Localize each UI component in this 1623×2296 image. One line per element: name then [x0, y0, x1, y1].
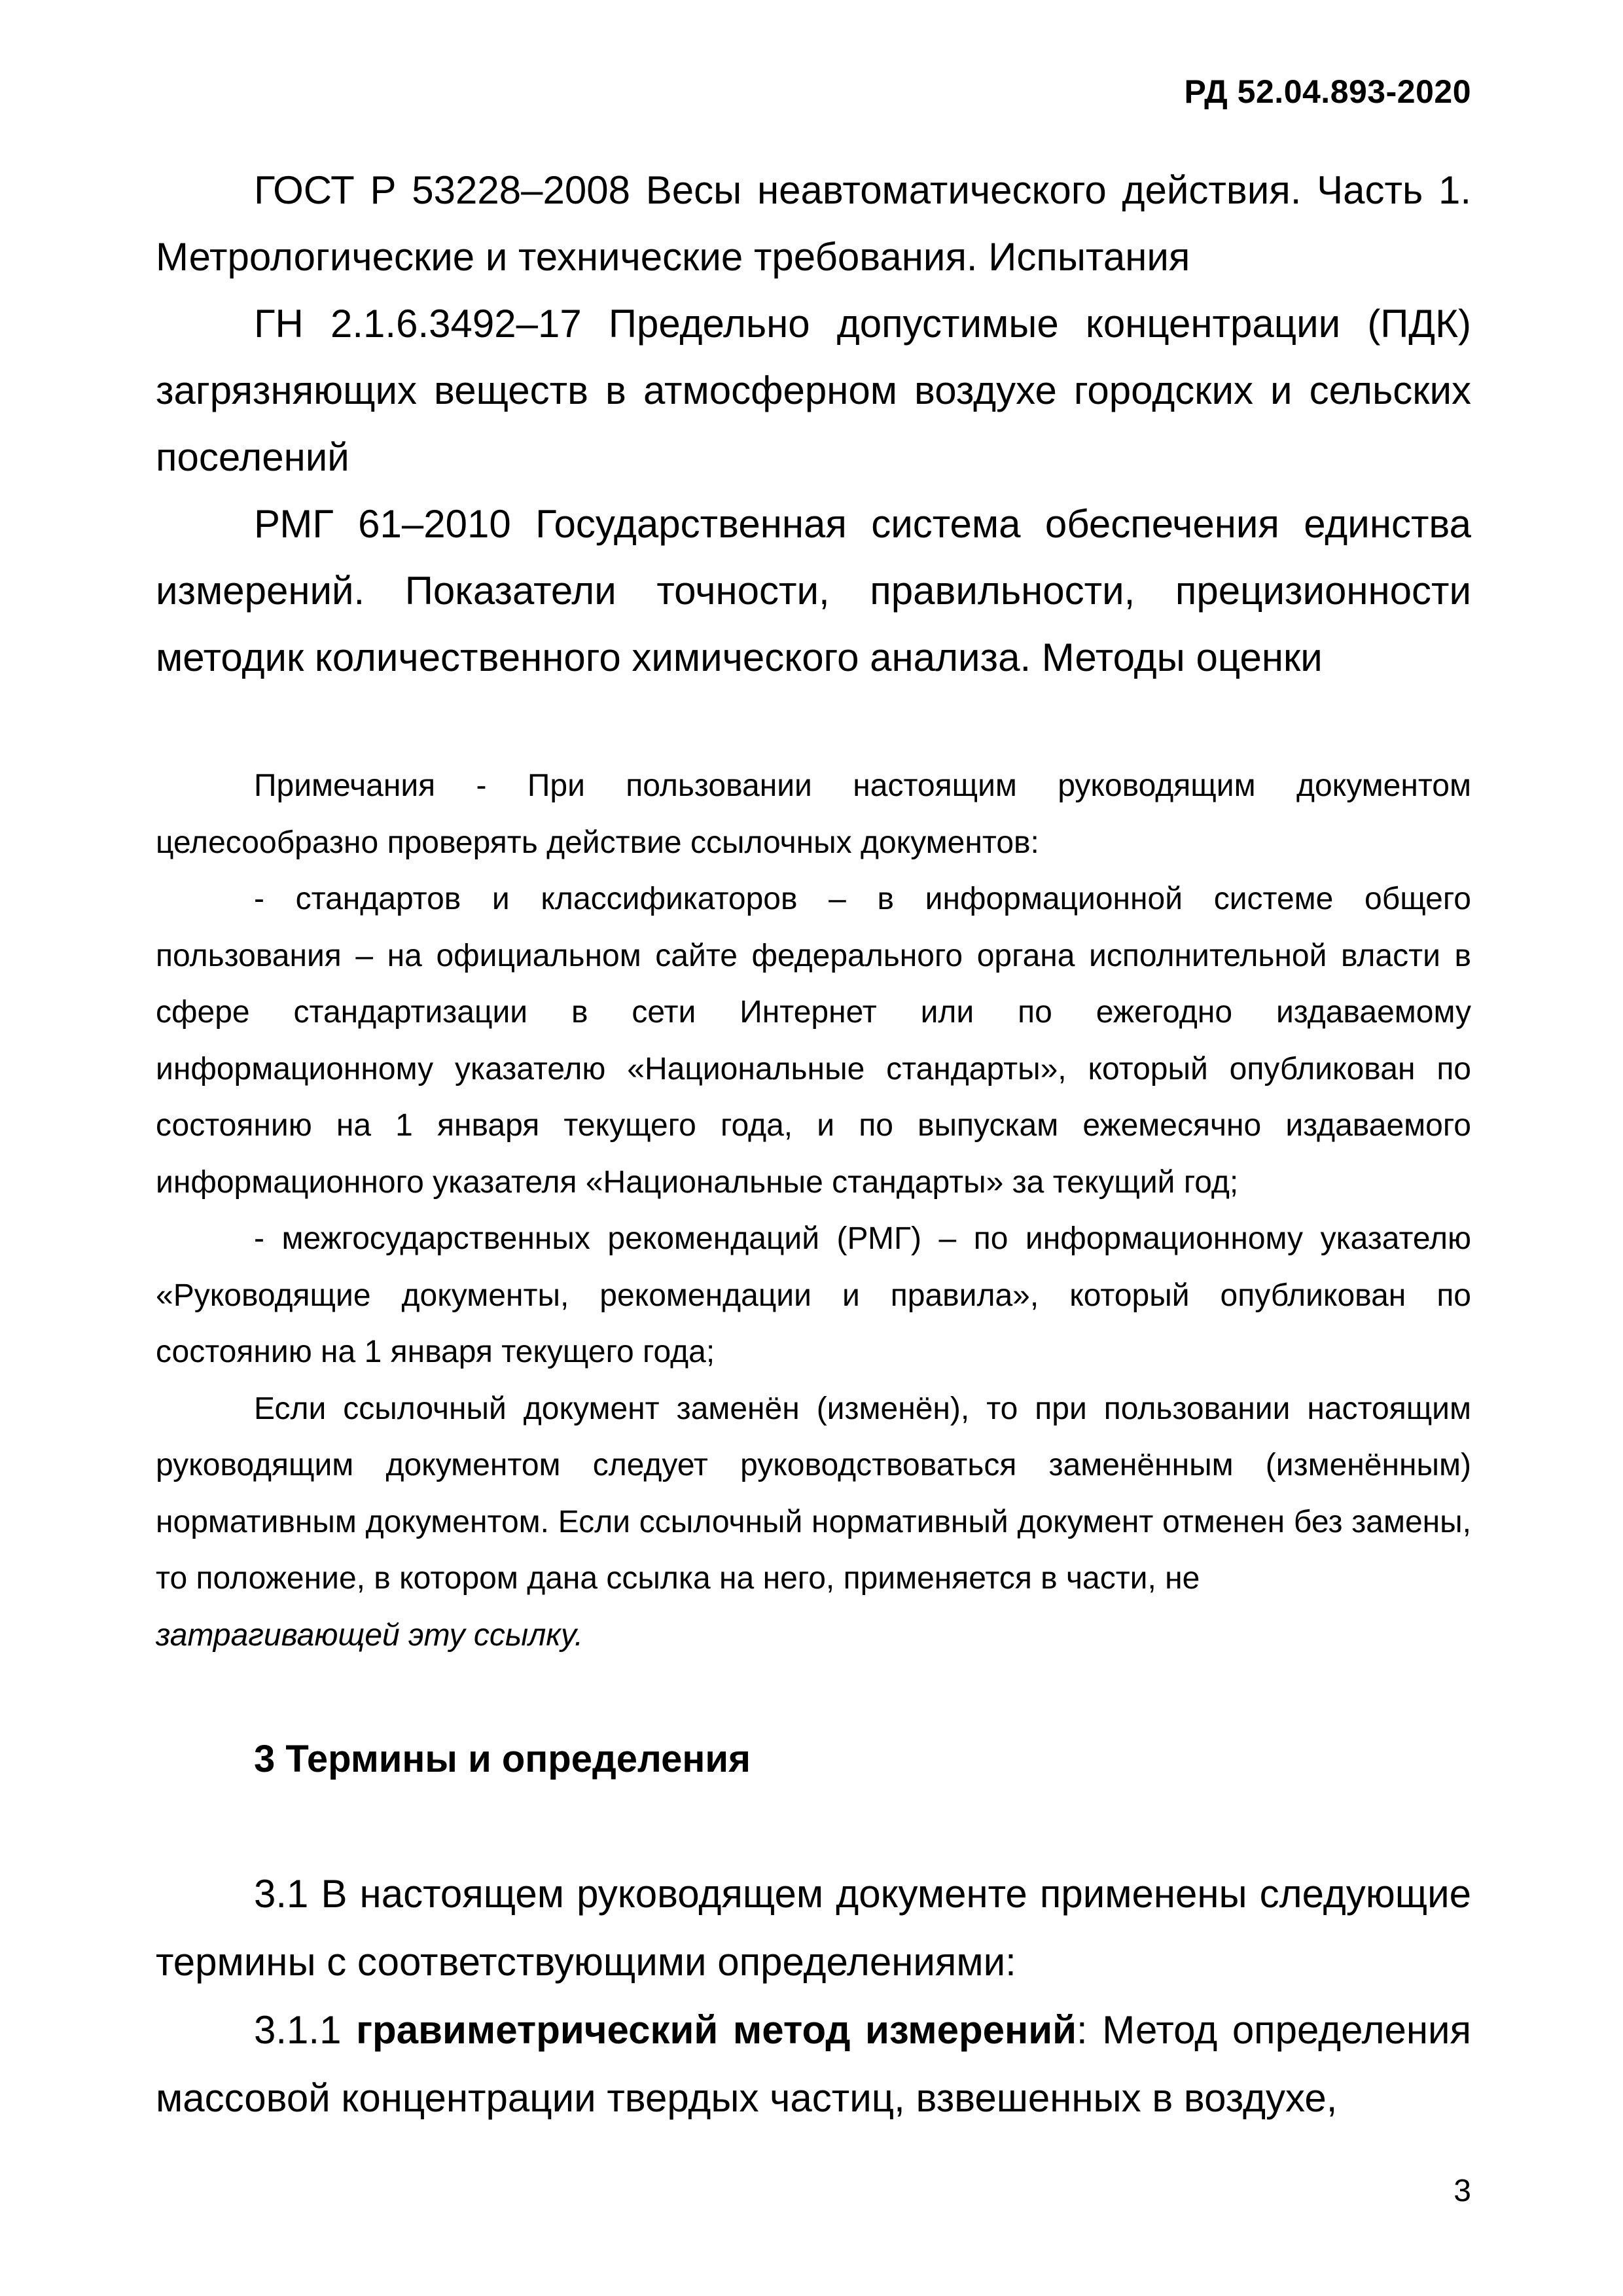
referenced-documents-list: [156, 157, 1471, 691]
page-number: 3: [1454, 2174, 1471, 2208]
note-standards: - стандартов и классификаторов – в информационной системе общего пользования – на официальном сайте федерального органа исполнительной власти в сфере стандартизации в сети Интернет или по ежегодно издаваемому информационному указателю «Национальные стандарты», который опубликован по состоянию на 1 января текущего года, и по выпускам ежемесячно издаваемого информационного указателя «Национальные стандарты» за текущий год;: [156, 882, 1471, 1200]
terms-section: [156, 1860, 1471, 2132]
document-code: РД 52.04.893-2020: [1184, 73, 1471, 110]
section-heading: 3 Термины и определения: [254, 1738, 751, 1780]
term-definition-text: : Метод определения массовой концентрации твердых частиц, взвешенных в воздухе,: [156, 2008, 1471, 2120]
term-name: гравиметрический метод измерений: [356, 2008, 1077, 2052]
note-replacement-end: затрагивающей эту ссылку.: [156, 1617, 584, 1653]
term-definition: [156, 1996, 1471, 2132]
notes-block: [156, 758, 1471, 1664]
note-intro: Примечания - При пользовании настоящим руководящим документом целесообразно проверять действие ссылочных документов:: [156, 768, 1471, 860]
term-number: 3.1.1: [254, 2008, 342, 2052]
note-rmg: - межгосударственных рекомендаций (РМГ) – по информационному указателю «Руководящие документы, рекомендации и правила», который опубликован по состоянию на 1 января текущего года;: [156, 1221, 1471, 1369]
reference-gost-r-53228: ГОСТ Р 53228–2008 Весы неавтоматического действия. Часть 1. Метрологические и технические требования. Испытания: [156, 168, 1471, 279]
reference-rmg-61: РМГ 61–2010 Государственная система обеспечения единства измерений. Показатели точности, правильности, прецизионности методик количественного химического анализа. Методы оценки: [156, 502, 1471, 679]
terms-intro: 3.1 В настоящем руководящем документе применены следующие термины с соответствующими определениями:: [156, 1872, 1471, 1984]
reference-gn-2-1-6-3492: ГН 2.1.6.3492–17 Предельно допустимые концентрации (ПДК) загрязняющих веществ в атмосферном воздухе городских и сельских поселений: [156, 302, 1471, 479]
note-replacement: Если ссылочный документ заменён (изменён), то при пользовании настоящим руководящим документом следует руководствоваться заменённым (изменённым) нормативным документом. Если ссылочный нормативный документ отменен без замены, то положение, в котором дана ссылка на него, применяется в части, не: [156, 1391, 1471, 1596]
